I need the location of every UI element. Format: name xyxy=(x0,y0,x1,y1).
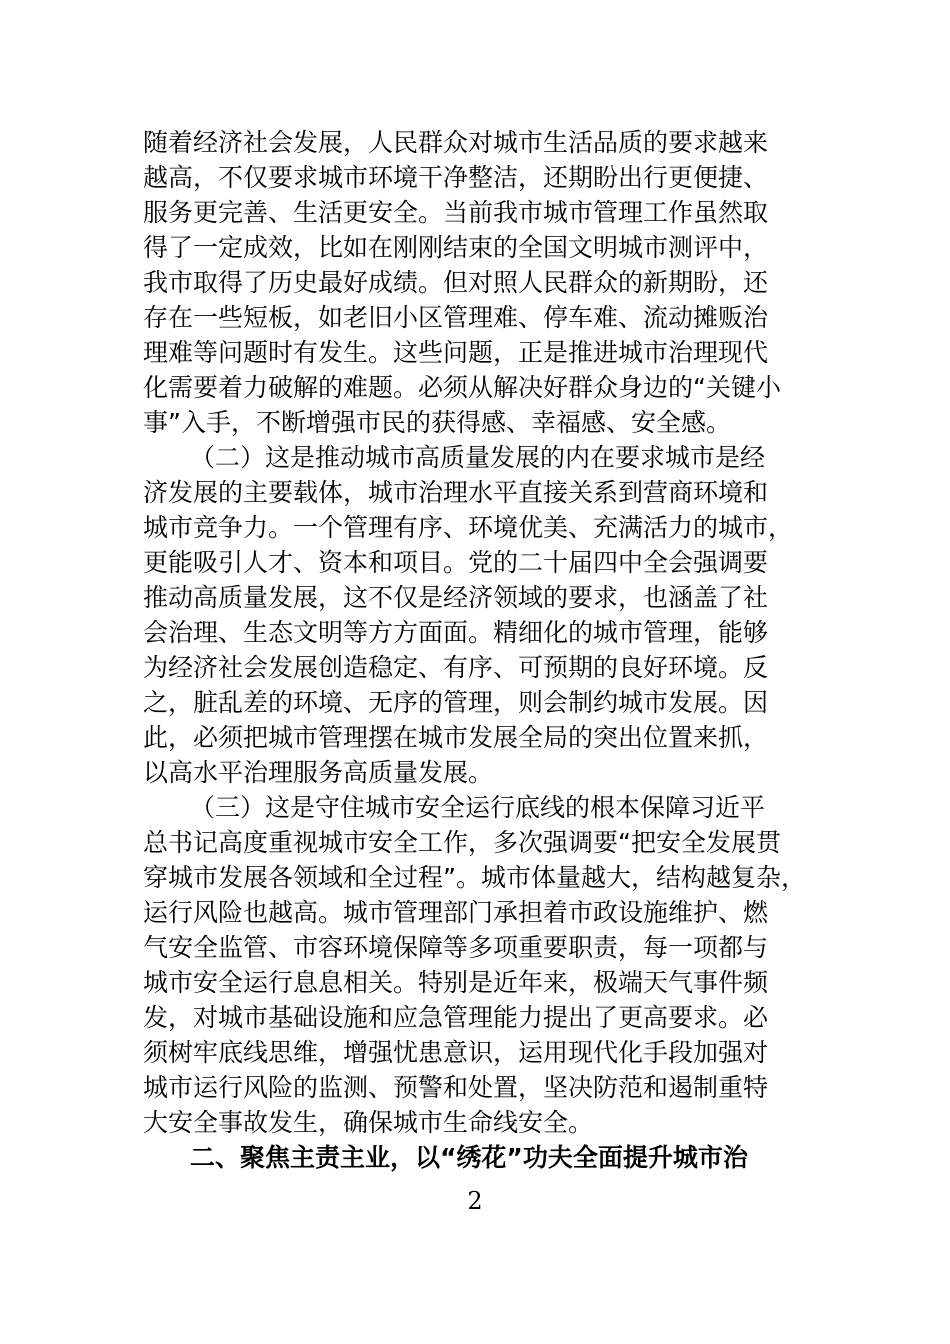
text-line: 随着经济社会发展，人民群众对城市生活品质的要求越来 xyxy=(143,128,769,157)
text-line: 之，脏乱差的环境、无序的管理，则会制约城市发展。因 xyxy=(143,688,769,717)
text-line: 城市竞争力。一个管理有序、环境优美、充满活力的城市， xyxy=(143,513,794,542)
text-line: 服务更完善、生活更安全。当前我市城市管理工作虽然取 xyxy=(143,198,769,227)
text-line: 须树牢底线思维，增强忧患意识，运用现代化手段加强对 xyxy=(143,1038,769,1067)
text-line: 以高水平治理服务高质量发展。 xyxy=(143,758,494,787)
text-line: 事”入手，不断增强市民的获得感、幸福感、安全感。 xyxy=(143,408,731,437)
text-line: 理难等问题时有发生。这些问题，正是推进城市治理现代 xyxy=(143,338,769,367)
text-line: 存在一些短板，如老旧小区管理难、停车难、流动摊贩治 xyxy=(143,303,769,332)
text-line: 穿城市发展各领域和全过程”。城市体量越大，结构越复杂， xyxy=(143,863,806,892)
chapter-heading: 二、聚焦主责主业，以“绣花”功夫全面提升城市治 xyxy=(190,1143,748,1172)
page-number: 2 xyxy=(467,1187,483,1215)
text-line: 为经济社会发展创造稳定、有序、可预期的良好环境。反 xyxy=(143,653,769,682)
text-line: 推动高质量发展，这不仅是经济领域的要求，也涵盖了社 xyxy=(143,583,769,612)
text-line: 此，必须把城市管理摆在城市发展全局的突出位置来抓， xyxy=(143,723,769,752)
text-line: 城市运行风险的监测、预警和处置，坚决防范和遏制重特 xyxy=(143,1073,769,1102)
section-heading-2: （二）这是推动城市高质量发展的内在要求城市是经 xyxy=(190,443,766,472)
text-line: 会治理、生态文明等方方面面。精细化的城市管理，能够 xyxy=(143,618,769,647)
text-line: 发，对城市基础设施和应急管理能力提出了更高要求。必 xyxy=(143,1003,769,1032)
text-line: 大安全事故发生，确保城市生命线安全。 xyxy=(143,1108,594,1137)
text-line: 更能吸引人才、资本和项目。党的二十届四中全会强调要 xyxy=(143,548,769,577)
text-line: 济发展的主要载体，城市治理水平直接关系到营商环境和 xyxy=(143,478,769,507)
text-line: 越高，不仅要求城市环境干净整洁，还期盼出行更便捷、 xyxy=(143,163,769,192)
text-line: 总书记高度重视城市安全工作，多次强调要“把安全发展贯 xyxy=(143,828,781,857)
section-heading-3: （三）这是守住城市安全运行底线的根本保障习近平 xyxy=(190,793,766,822)
text-line: 气安全监管、市容环境保障等多项重要职责，每一项都与 xyxy=(143,933,769,962)
text-line: 得了一定成效，比如在刚刚结束的全国文明城市测评中， xyxy=(143,233,769,262)
text-line: 运行风险也越高。城市管理部门承担着市政设施维护、燃 xyxy=(143,898,769,927)
text-line: 我市取得了历史最好成绩。但对照人民群众的新期盼，还 xyxy=(143,268,769,297)
text-line: 城市安全运行息息相关。特别是近年来，极端天气事件频 xyxy=(143,968,769,997)
text-line: 化需要着力破解的难题。必须从解决好群众身边的“关键小 xyxy=(143,373,781,402)
